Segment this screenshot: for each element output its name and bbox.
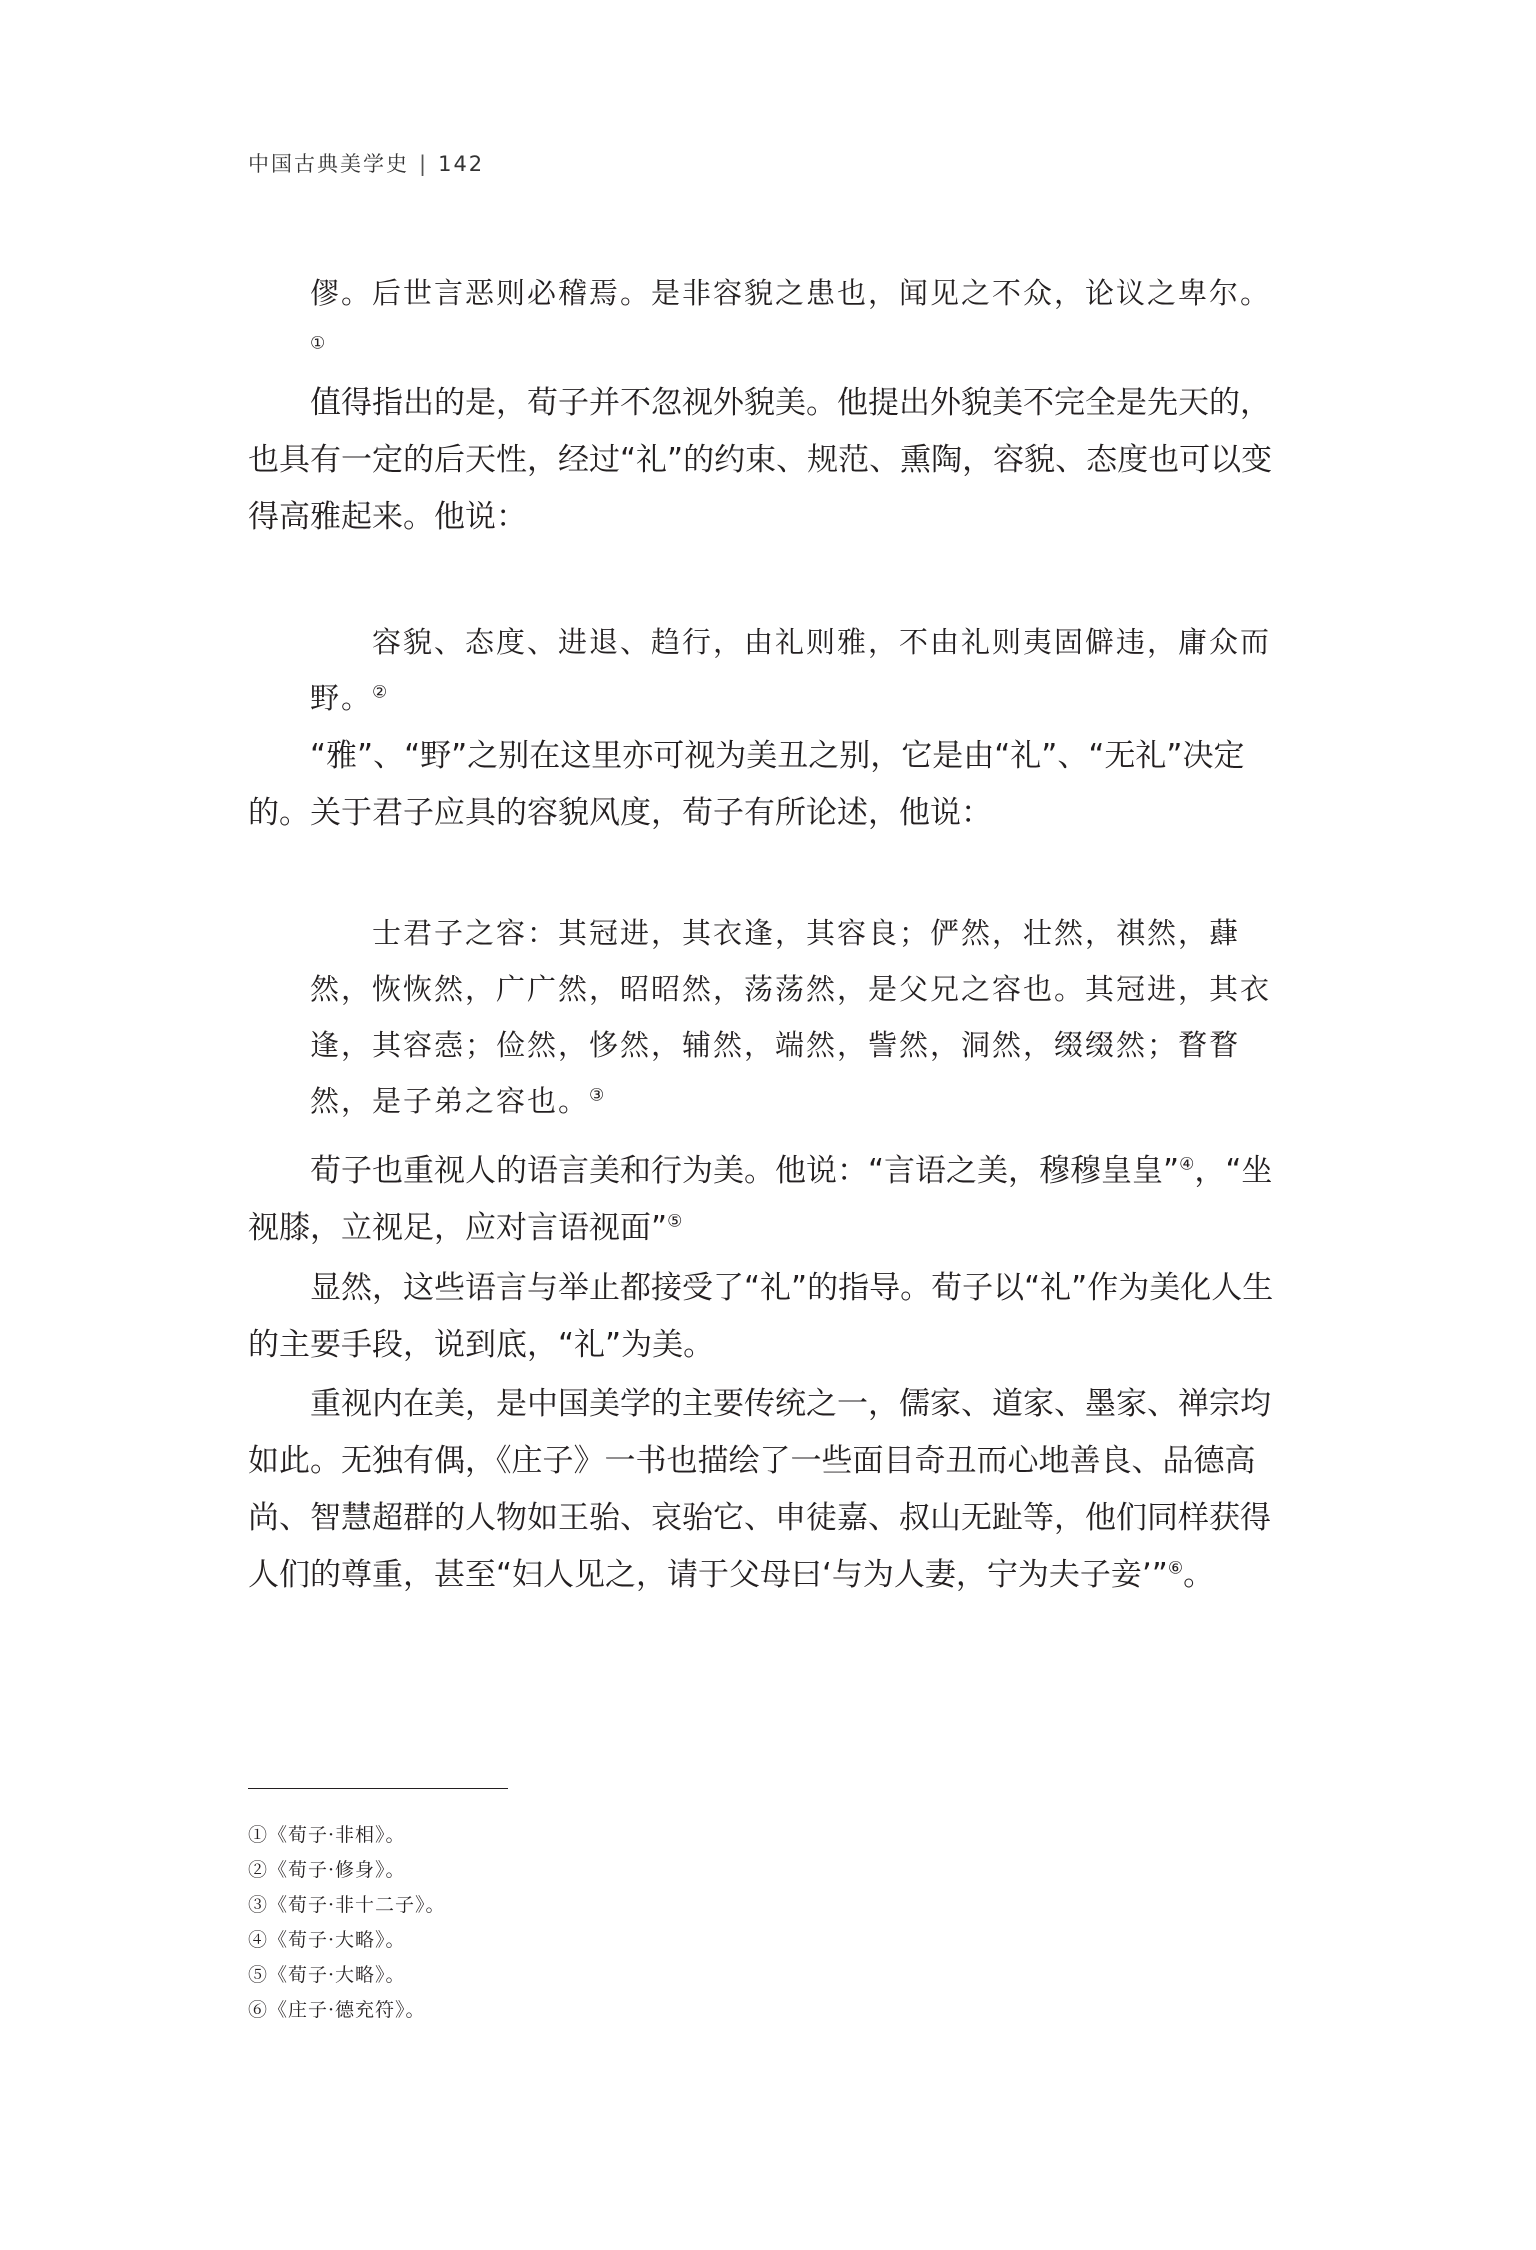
- block-quote-1: [310, 614, 1288, 726]
- body-paragraph-3: [248, 1143, 1288, 1257]
- quote-continuation: [310, 265, 1288, 377]
- paragraph-text: 。: [1183, 1557, 1215, 1593]
- quote-text: 僇。后世言恶则必稽焉。是非容貌之患也，闻见之不众，论议之卑尔。: [310, 276, 1272, 310]
- footnotes: [248, 1818, 446, 2028]
- header-separator: |: [419, 152, 429, 176]
- body-paragraph-5: [248, 1376, 1288, 1604]
- quote-text: 容貌、态度、进退、趋行，由礼则雅，不由礼则夷固僻违，庸众而野。: [310, 625, 1272, 715]
- footnote-item: ①《荀子·非相》。: [248, 1824, 406, 1846]
- footnote-item: ②《荀子·修身》。: [248, 1859, 406, 1881]
- footnote-item: ⑥《庄子·德充符》。: [248, 1999, 426, 2021]
- footnote-rule: [248, 1788, 508, 1789]
- page-number: 142: [438, 152, 485, 176]
- paragraph-text: 荀子也重视人的语言美和行为美。他说：“言语之美，穆穆皇皇”: [310, 1153, 1180, 1189]
- footnote-ref: ①: [310, 333, 328, 354]
- footnote-item: ④《荀子·大略》。: [248, 1929, 406, 1951]
- body-paragraph-2-line-2: 关于君子应具的容貌风度，荀子有所论述，他说：: [310, 795, 992, 831]
- block-quote-2: [310, 905, 1288, 1129]
- body-paragraph-1: 值得指出的是，荀子并不忽视外貌美。他提出外貌美不完全是先天的，也具有一定的后天性，经过“礼”的约束、规范、熏陶，容貌、态度也可以变得高雅起来。他说：: [248, 385, 1273, 535]
- paragraph-text: ，“坐视膝，立视足，应对言语视面”: [248, 1153, 1273, 1246]
- quote-text: 士君子之容：其冠进，其衣逢，其容良；俨然，壮然，祺然，蕼然，恢恢然，广广然，昭昭然，荡荡然，是父兄之容也。其冠进，其衣逢，其容悫；俭然，恀然，辅然，端然，訾然，洞然，缀缀然；瞀瞀然，是子弟之容也。: [310, 916, 1272, 1118]
- footnote-ref: ②: [372, 682, 390, 703]
- footnote-ref: ⑥: [1167, 1558, 1184, 1579]
- body-paragraph-4: 显然，这些语言与举止都接受了“礼”的指导。荀子以“礼”作为美化人生的主要手段，说到底，“礼”为美。: [248, 1270, 1274, 1363]
- paragraph-text: 重视内在美，是中国美学的主要传统之一，儒家、道家、墨家、禅宗均如此。无独有偶，《庄子》一书也描绘了一些面目奇丑而心地善良、品德高尚、智慧超群的人物如王骀、哀骀它、申徒嘉、叔山无趾等，他们同样获得人们的尊重，甚至“妇人见之，请于父母曰‘与为人妻，宁为夫子妾’”: [248, 1386, 1271, 1593]
- body-paragraph-2-line-1: “雅”、“野”之别在这里亦可视为美丑之别，它是由“礼”、“无礼”决定的。: [248, 738, 1245, 831]
- footnote-item: ③《荀子·非十二子》。: [248, 1894, 446, 1916]
- book-title: 中国古典美学史: [248, 152, 409, 176]
- footnote-ref: ⑤: [667, 1211, 683, 1232]
- footnote-item: ⑤《荀子·大略》。: [248, 1964, 406, 1986]
- footnote-ref: ③: [589, 1085, 607, 1106]
- running-header: [248, 148, 484, 178]
- footnote-ref: ④: [1179, 1154, 1195, 1175]
